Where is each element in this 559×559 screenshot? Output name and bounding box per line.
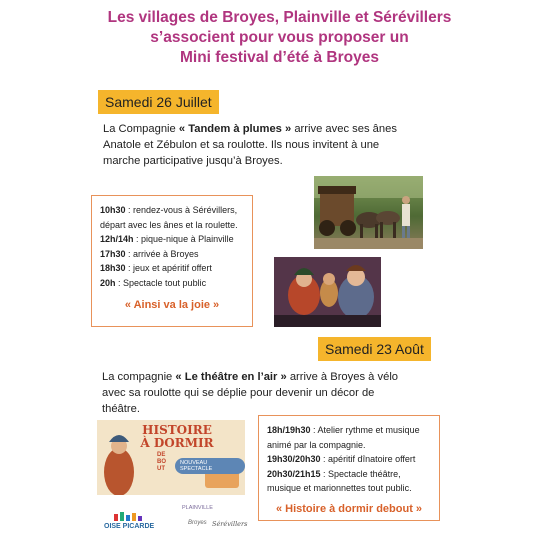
event1-line-3: marche participative jusqu’à Broyes. [103, 155, 283, 167]
schedule-time: 12h/14h [100, 234, 134, 244]
event2-line-3: théâtre. [102, 403, 140, 415]
schedule-text: : jeux et apéritif offert [125, 263, 212, 273]
event1-description [103, 121, 433, 169]
schedule-line [100, 232, 244, 247]
plainville-logo: PLAINVILLE [182, 505, 213, 511]
schedule-line [267, 423, 431, 438]
schedule-line [100, 203, 244, 218]
event1-line-2: Anatole et Zébulon et sa roulotte. Ils nous invitent à une [103, 139, 380, 151]
schedule-line [267, 481, 431, 496]
event2-schedule-box [258, 415, 440, 521]
event2-company: « Le théâtre en l’air » [175, 371, 287, 383]
schedule-line [267, 438, 431, 453]
schedule-time: 10h30 [100, 205, 126, 215]
schedule-time: 17h30 [100, 248, 126, 259]
schedule-line [267, 452, 431, 467]
poster-title-line-1: HISTOIRE [142, 423, 212, 437]
oise-picarde-logo: OISE PICARDE [104, 523, 155, 530]
schedule-time: 18h/19h30 [267, 425, 311, 435]
event1-line-1 [103, 121, 433, 137]
title-line-3: Mini festival d’été à Broyes [180, 49, 379, 66]
schedule-text: : Atelier rythme et musique [310, 425, 420, 435]
schedule-text: : Spectacle théâtre, [320, 468, 401, 479]
poster-title [137, 424, 217, 450]
schedule-text: : arrivée à Broyes [125, 248, 199, 259]
event2-slogan: « Histoire à dormir debout » [275, 502, 423, 515]
schedule-text: : rendez-vous à Sérévillers, [125, 205, 238, 215]
schedule-text: départ avec les ânes et la roulette. [100, 219, 238, 230]
schedule-text: musique et marionnettes tout public. [267, 483, 412, 493]
schedule-text: animé par la compagnie. [267, 439, 366, 450]
donkeys-caravan-photo [314, 176, 423, 249]
schedule-text: : pique-nique à Plainville [133, 234, 234, 244]
schedule-line [267, 467, 431, 482]
schedule-line [100, 276, 244, 291]
event1-schedule-box [91, 195, 253, 327]
poster-title-line-2: À DORMIR [140, 436, 214, 450]
schedule-line [100, 261, 244, 276]
schedule-line [100, 247, 244, 262]
poster-subtitle: DEBOUT [157, 452, 166, 472]
event1-company: « Tandem à plumes » [178, 123, 292, 135]
poster-badge: NOUVEAU SPECTACLE [175, 458, 245, 474]
schedule-time: 20h [100, 277, 116, 288]
show-poster [97, 420, 245, 495]
event2-intro-pre: La compagnie [102, 371, 176, 383]
event1-slogan: « Ainsi va la joie » [124, 299, 220, 311]
event1-intro-post: arrive avec ses ânes [291, 123, 397, 135]
event1-date-badge: Samedi 26 Juillet [98, 90, 219, 114]
schedule-time: 20h30/21h15 [267, 468, 321, 479]
schedule-text: : apéritif dînatoire offert [320, 454, 416, 464]
title-line-1: Les villages de Broyes, Plainville et Sérévillers [107, 9, 452, 26]
title-line-2: s’associent pour vous proposer un [150, 29, 409, 46]
broyes-logo: Broyes [188, 520, 207, 526]
puppet-show-photo [274, 257, 381, 327]
event2-line-2: avec sa roulotte qui se déplie pour devenir un décor de [102, 387, 375, 399]
partner-logos [100, 505, 280, 545]
event2-date-badge: Samedi 23 Août [318, 337, 431, 361]
event2-intro-post: arrive à Broyes à vélo [286, 371, 399, 383]
oise-picarde-logo-icon [114, 511, 144, 521]
schedule-line [100, 218, 244, 233]
page-title [0, 8, 559, 68]
event1-intro-pre: La Compagnie [103, 123, 179, 135]
event2-line-1 [102, 369, 442, 385]
schedule-text: : Spectacle tout public [115, 277, 207, 288]
schedule-time: 18h30 [100, 263, 126, 273]
schedule-time: 19h30/20h30 [267, 454, 321, 464]
serevillers-logo: Sérévillers [212, 520, 248, 528]
event2-description [102, 369, 442, 417]
